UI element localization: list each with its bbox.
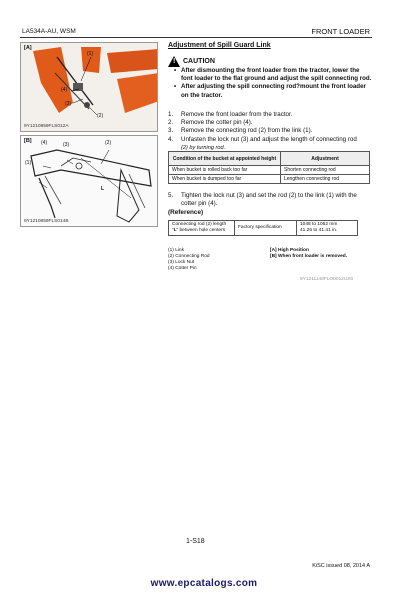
callout-3: (3) — [65, 101, 72, 107]
step-number: 3. — [168, 127, 174, 135]
header-section: FRONT LOADER — [311, 27, 370, 36]
step-body — [181, 136, 357, 152]
legend-item: [B] When front loader is removed. — [270, 254, 348, 260]
loader-removed-illustration — [21, 136, 158, 227]
step-number: 5. — [168, 192, 174, 199]
figure-id-a: 9Y1210859FLS012A — [24, 124, 69, 129]
figure-tag-a: [A] — [24, 45, 32, 51]
legend-item: (1) Link — [168, 248, 184, 253]
step-number: 2. — [168, 119, 174, 127]
step-subtext: (2) by turning rod. — [181, 144, 226, 151]
header-rule — [20, 37, 372, 38]
step-text: Remove the connecting rod (2) from the link (1). — [181, 127, 313, 135]
caution-heading — [168, 56, 372, 67]
callout-1: (1) — [87, 51, 94, 57]
caution-bullet: • After adjusting the spill connecting rod?mount the front loader on the tractor. — [174, 83, 372, 99]
table-header-cell: Condition of the bucket at appointed height — [169, 152, 281, 166]
spec-value-imperial: 41.26 to 41.41 in. — [300, 228, 338, 233]
table-header-row — [169, 152, 370, 166]
procedure-step — [168, 192, 372, 208]
figure-id-b: 9Y1210859FLS014B — [24, 219, 69, 224]
table-cell: Lengthen connecting rod — [281, 175, 370, 184]
step-text: Remove the cotter pin (4). — [181, 119, 253, 127]
watermark-link[interactable]: www.epcatalogs.com — [150, 578, 258, 589]
table-cell: When bucket is dumped too far — [169, 175, 281, 184]
warning-triangle-icon: ! — [168, 56, 180, 67]
header-model: LA534A-AU, WSM — [22, 28, 76, 35]
procedure-step — [168, 136, 372, 152]
section-title: Adjustment of Spill Guard Link — [168, 42, 271, 49]
step-number: 4. — [168, 135, 174, 143]
reference-label: (Reference) — [168, 209, 204, 216]
spec-item-text: ” between hole centers — [176, 228, 226, 233]
step-text: Unfasten the lock nut (3) and adjust the length of connecting rod — [181, 135, 357, 143]
caution-box — [168, 56, 372, 100]
callout-b-length-l: L — [101, 186, 105, 192]
figure-removed-loader — [20, 135, 158, 227]
procedure-steps — [168, 111, 372, 152]
legend-item: (4) Cotter Pin — [168, 266, 197, 272]
table-row — [169, 221, 358, 236]
issue-info: KiSC issued 08, 2014 A — [312, 563, 370, 569]
table-header-cell: Adjustment — [281, 152, 370, 166]
reference-spec-table — [168, 220, 358, 236]
table-row — [169, 175, 370, 184]
spec-item-cell — [169, 221, 235, 236]
callout-b-1: (1) — [25, 160, 32, 166]
spec-item-symbol: L — [173, 228, 177, 233]
figure-high-position — [20, 42, 158, 132]
callout-2: (2) — [97, 113, 104, 119]
document-code: 9Y1211148FLO0012US0 — [300, 277, 354, 282]
page-number: 1-S18 — [186, 538, 205, 545]
table-row — [169, 166, 370, 175]
spec-item-text: Connecting rod (2) length “ — [172, 222, 227, 233]
legend-figures-column — [270, 248, 372, 272]
legend-item: (2) Connecting Rod — [168, 254, 210, 260]
procedure-step — [168, 119, 372, 127]
callout-b-3: (3) — [63, 142, 70, 148]
legend-item: (3) Lock Nut — [168, 260, 195, 266]
table-cell: When bucket is rolled back too far — [169, 166, 281, 175]
spec-value-cell — [297, 221, 358, 236]
parts-legend — [168, 248, 372, 272]
procedure-step — [168, 127, 372, 135]
caution-bullet: • After dismounting the front loader from the tractor, lower the font loader to the flat ground and adjust the spill connecting rod. — [174, 67, 372, 83]
callout-b-4: (4) — [41, 140, 48, 146]
spec-value-metric: 1048 to 1052 mm — [300, 222, 338, 227]
step-text: Remove the front loader from the tractor. — [181, 111, 293, 118]
figure-tag-b: [B] — [24, 138, 32, 144]
table-cell: Shorten connecting rod — [281, 166, 370, 175]
callout-4: (4) — [61, 87, 68, 93]
step-text: Tighten the lock nut (3) and set the rod (2) to the link (1) with the cotter pin (4). — [181, 192, 357, 208]
adjustment-table — [168, 151, 370, 184]
procedure-step-5 — [168, 192, 372, 208]
legend-parts-column — [168, 248, 270, 272]
legend-item: [A] High Position — [270, 248, 309, 253]
step-number: 1. — [168, 111, 174, 118]
callout-b-2: (2) — [105, 140, 112, 146]
caution-label: CAUTION — [183, 58, 215, 65]
procedure-step — [168, 111, 372, 119]
spec-type-cell: Factory specification — [235, 221, 297, 236]
